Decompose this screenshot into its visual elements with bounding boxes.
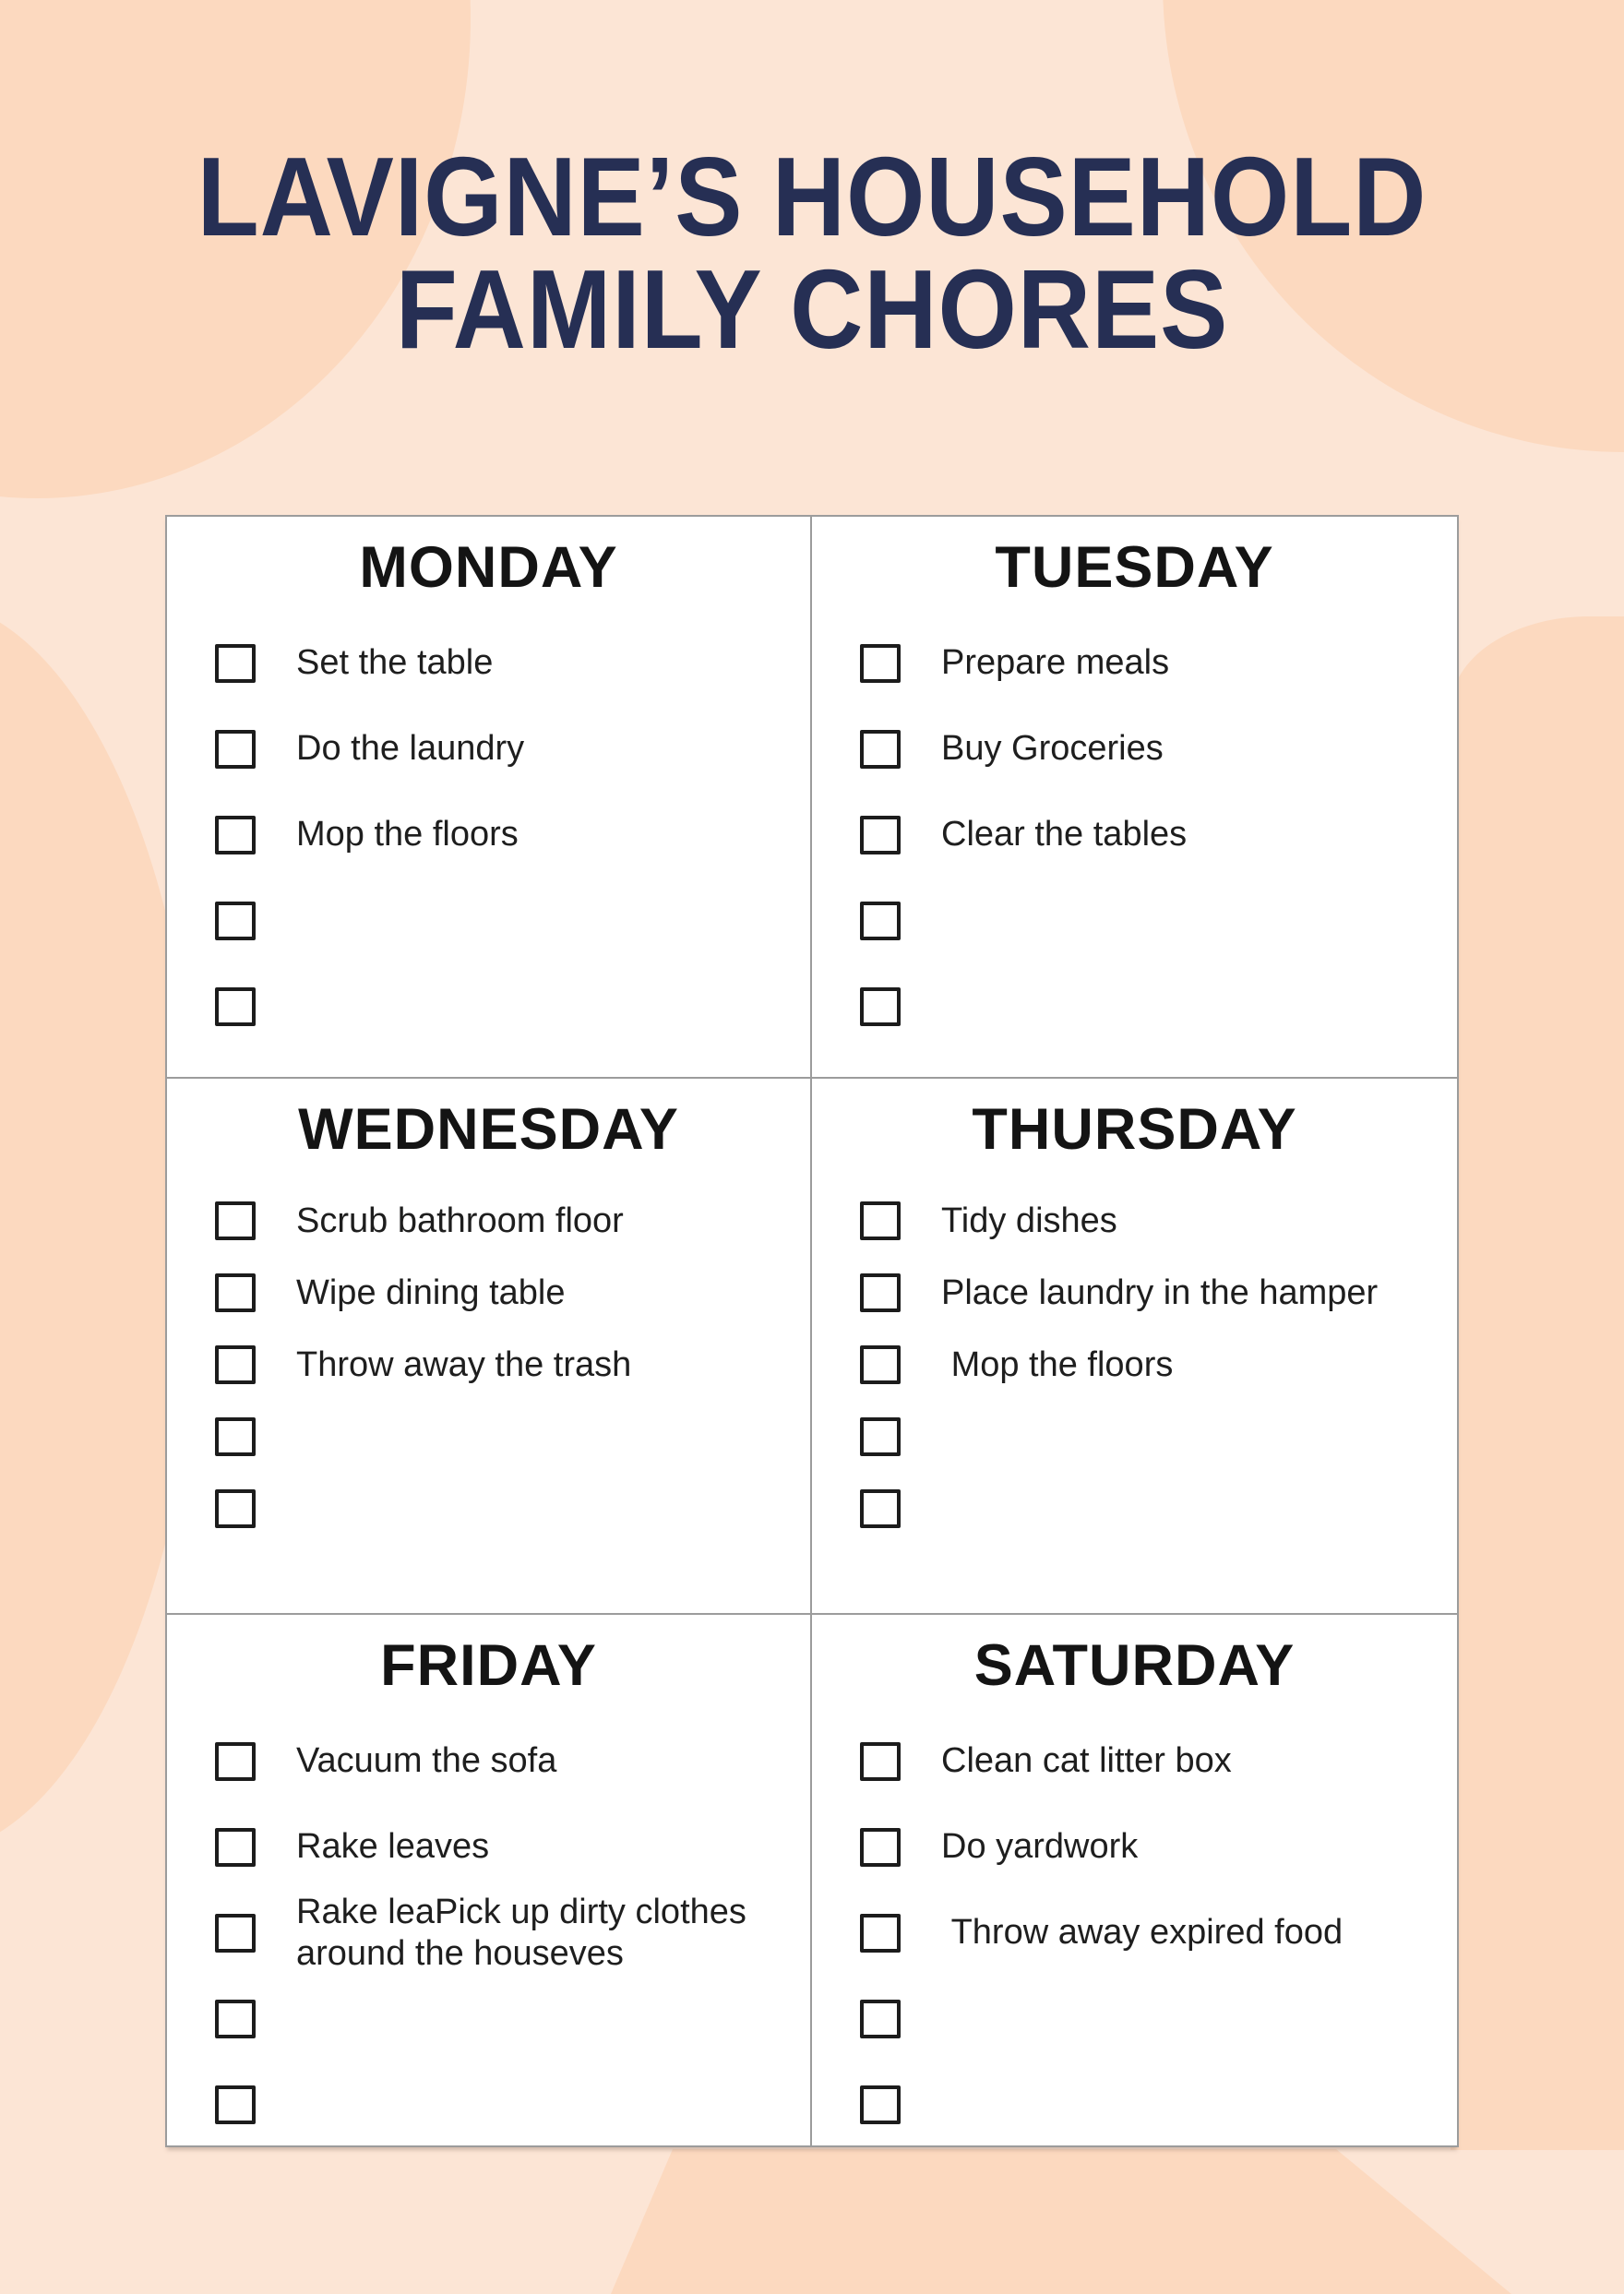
- chore-row: [215, 1401, 810, 1473]
- chore-checkbox[interactable]: [215, 1828, 256, 1867]
- chore-list-friday: [167, 1718, 810, 2145]
- chore-list-wednesday: [167, 1185, 810, 1545]
- chore-checkbox[interactable]: [860, 1914, 901, 1953]
- chore-row: [860, 706, 1457, 792]
- chore-label: Do the laundry: [296, 729, 525, 769]
- chore-label: Mop the floors: [296, 815, 519, 854]
- day-card-wednesday: [167, 1079, 812, 1615]
- chore-row: [215, 1473, 810, 1545]
- chore-row: [215, 1257, 810, 1329]
- chore-label: Set the table: [296, 643, 494, 683]
- chore-row: [860, 2061, 1457, 2145]
- chore-checkbox[interactable]: [215, 2085, 256, 2124]
- chore-row: [860, 1804, 1457, 1890]
- background-wedge-bottom: [0, 2149, 1624, 2294]
- chore-checkbox[interactable]: [860, 1489, 901, 1528]
- chore-label: Do yardwork: [941, 1827, 1139, 1867]
- chore-row: [215, 963, 810, 1049]
- chore-row: [215, 1804, 810, 1890]
- chore-row: [215, 2061, 810, 2145]
- chore-checkbox[interactable]: [860, 1273, 901, 1312]
- chore-checkbox[interactable]: [215, 1417, 256, 1456]
- chore-row: [860, 1890, 1457, 1976]
- chore-checkbox[interactable]: [860, 2000, 901, 2038]
- chore-checkbox[interactable]: [860, 730, 901, 769]
- day-heading-tuesday: TUESDAY: [995, 535, 1274, 600]
- chore-label: Rake leaPick up dirty clothes around the houseves: [296, 1892, 757, 1973]
- chore-list-thursday: [812, 1185, 1457, 1545]
- chore-checkbox[interactable]: [215, 1201, 256, 1240]
- chore-row: [215, 706, 810, 792]
- chore-row: [215, 1185, 810, 1257]
- day-heading-friday: FRIDAY: [380, 1633, 597, 1698]
- chore-row: [215, 1890, 810, 1976]
- chore-row: [860, 963, 1457, 1049]
- chore-row: [860, 878, 1457, 963]
- chore-label: Place laundry in the hamper: [941, 1272, 1379, 1312]
- chore-checkbox[interactable]: [215, 1742, 256, 1781]
- chore-checkbox[interactable]: [860, 1828, 901, 1867]
- chore-row: [215, 620, 810, 706]
- chore-checkbox[interactable]: [215, 902, 256, 940]
- chore-label: Buy Groceries: [941, 729, 1164, 769]
- chore-checkbox[interactable]: [215, 987, 256, 1026]
- chore-checkbox[interactable]: [860, 987, 901, 1026]
- day-heading-saturday: SATURDAY: [973, 1633, 1296, 1698]
- chore-checkbox[interactable]: [215, 1273, 256, 1312]
- chore-row: [215, 1718, 810, 1804]
- day-heading-monday: MONDAY: [359, 535, 618, 600]
- background-blob-right: [1451, 616, 1624, 2150]
- page-title-line2: FAMILY CHORES: [395, 246, 1229, 372]
- chore-row: [860, 1329, 1457, 1401]
- chore-row: [215, 1329, 810, 1401]
- chore-label: Scrub bathroom floor: [296, 1201, 624, 1240]
- chores-grid: [165, 515, 1459, 2147]
- chore-checkbox[interactable]: [215, 2000, 256, 2038]
- chore-checkbox[interactable]: [860, 644, 901, 683]
- chore-label: Mop the floors: [941, 1344, 1174, 1384]
- chore-checkbox[interactable]: [860, 1742, 901, 1781]
- chore-label: Clean cat litter box: [941, 1741, 1232, 1781]
- chore-checkbox[interactable]: [860, 816, 901, 854]
- chore-row: [860, 620, 1457, 706]
- chore-checkbox[interactable]: [215, 644, 256, 683]
- chore-label: Rake leaves: [296, 1827, 490, 1867]
- day-card-friday: [167, 1615, 812, 2145]
- chore-checkbox[interactable]: [215, 816, 256, 854]
- chore-list-monday: [167, 620, 810, 1049]
- chore-checkbox[interactable]: [860, 902, 901, 940]
- chore-row: [860, 792, 1457, 878]
- day-heading-wednesday: WEDNESDAY: [298, 1097, 679, 1162]
- chore-row: [860, 1718, 1457, 1804]
- chore-checkbox[interactable]: [215, 1489, 256, 1528]
- chore-label: Wipe dining table: [296, 1272, 566, 1312]
- chore-label: Vacuum the sofa: [296, 1741, 557, 1781]
- chore-row: [860, 1401, 1457, 1473]
- chore-label: Throw away the trash: [296, 1344, 632, 1384]
- page-title-line1: LAVIGNE’S HOUSEHOLD: [197, 134, 1427, 259]
- chore-label: Tidy dishes: [941, 1201, 1117, 1240]
- chore-list-saturday: [812, 1718, 1457, 2145]
- chore-label: Prepare meals: [941, 643, 1170, 683]
- chore-list-tuesday: [812, 620, 1457, 1049]
- chore-row: [215, 792, 810, 878]
- chore-checkbox[interactable]: [215, 730, 256, 769]
- day-card-monday: [167, 517, 812, 1079]
- chore-checkbox[interactable]: [215, 1345, 256, 1384]
- day-heading-thursday: THURSDAY: [972, 1097, 1297, 1162]
- day-card-saturday: [812, 1615, 1457, 2145]
- chore-row: [215, 1976, 810, 2061]
- chore-row: [860, 1473, 1457, 1545]
- chore-checkbox[interactable]: [860, 1417, 901, 1456]
- day-card-tuesday: [812, 517, 1457, 1079]
- chore-row: [860, 1976, 1457, 2061]
- page-title: [81, 134, 1543, 372]
- chore-checkbox[interactable]: [860, 1345, 901, 1384]
- chore-row: [215, 878, 810, 963]
- chore-checkbox[interactable]: [860, 2085, 901, 2124]
- chore-row: [860, 1257, 1457, 1329]
- chore-row: [860, 1185, 1457, 1257]
- day-card-thursday: [812, 1079, 1457, 1615]
- chore-checkbox[interactable]: [215, 1914, 256, 1953]
- chore-label: Throw away expired food: [941, 1913, 1343, 1953]
- chore-checkbox[interactable]: [860, 1201, 901, 1240]
- chore-label: Clear the tables: [941, 815, 1188, 854]
